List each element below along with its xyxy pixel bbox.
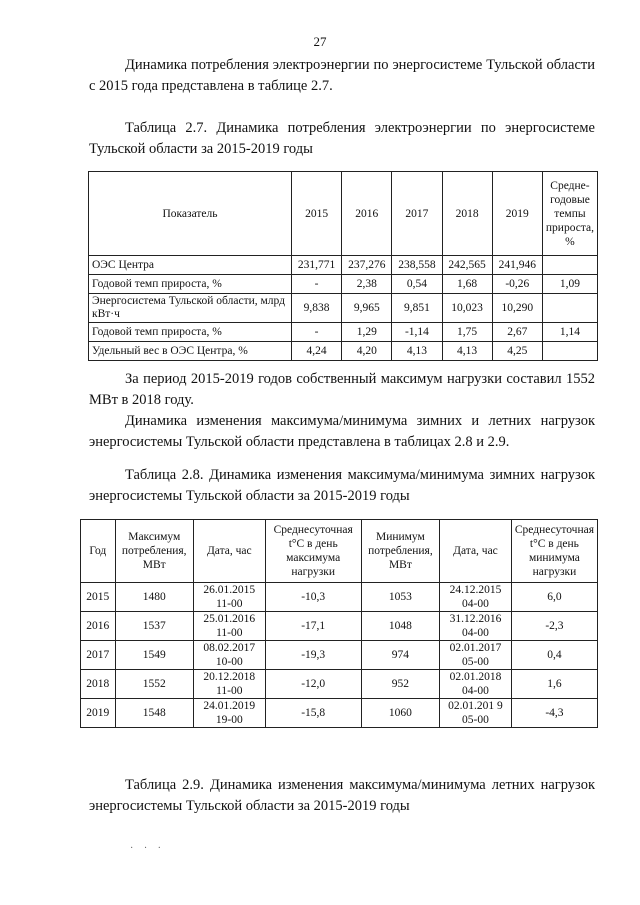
table-cell: 24.12.2015 04-00 xyxy=(440,583,512,612)
table-row xyxy=(81,670,598,699)
table-cell: 4,25 xyxy=(492,342,542,361)
table-cell: 10,290 xyxy=(492,294,542,323)
table-cell: 1,29 xyxy=(342,323,392,342)
table-cell: 1537 xyxy=(115,612,193,641)
table-cell: 237,276 xyxy=(342,256,392,275)
table-cell: 1549 xyxy=(115,641,193,670)
table-cell: 4,20 xyxy=(342,342,392,361)
table-cell: -0,26 xyxy=(492,275,542,294)
table-cell: 02.01.2018 04-00 xyxy=(440,670,512,699)
table-cell: 0,4 xyxy=(511,641,597,670)
table-cell: 1,68 xyxy=(442,275,492,294)
table-cell: 2017 xyxy=(81,641,116,670)
header-cell: Дата, час xyxy=(440,520,512,583)
table-cell: Удельный вес в ОЭС Центра, % xyxy=(89,342,292,361)
header-cell: Среднесуточная t°С в день максимума нагрузки xyxy=(265,520,361,583)
header-cell: Минимум потребления, МВт xyxy=(361,520,439,583)
table-cell: -10,3 xyxy=(265,583,361,612)
table-cell: 238,558 xyxy=(392,256,442,275)
header-cell: 2015 xyxy=(292,172,342,256)
table-cell: 1060 xyxy=(361,699,439,728)
header-cell: Среднесуточная t°С в день минимума нагрузки xyxy=(511,520,597,583)
table-cell: 2,67 xyxy=(492,323,542,342)
table-cell: - xyxy=(292,323,342,342)
header-cell: Год xyxy=(81,520,116,583)
table-cell: - xyxy=(292,275,342,294)
table-cell: -12,0 xyxy=(265,670,361,699)
table-cell: 974 xyxy=(361,641,439,670)
table-cell: 02.01.2017 05-00 xyxy=(440,641,512,670)
table-row xyxy=(89,294,598,323)
table-cell: 4,13 xyxy=(392,342,442,361)
table-row xyxy=(89,342,598,361)
table-cell: 1,75 xyxy=(442,323,492,342)
table-row xyxy=(89,323,598,342)
table-cell: 9,965 xyxy=(342,294,392,323)
header-cell: Максимум потребления, МВт xyxy=(115,520,193,583)
table-cell: -2,3 xyxy=(511,612,597,641)
header-cell: 2019 xyxy=(492,172,542,256)
table-cell: 24.01.2019 19-00 xyxy=(193,699,265,728)
table-cell: -4,3 xyxy=(511,699,597,728)
table-cell: -19,3 xyxy=(265,641,361,670)
table-cell: 952 xyxy=(361,670,439,699)
table-cell: 10,023 xyxy=(442,294,492,323)
table-cell: 08.02.2017 10-00 xyxy=(193,641,265,670)
header-cell: 2017 xyxy=(392,172,442,256)
table-cell xyxy=(542,294,597,323)
header-cell: 2016 xyxy=(342,172,392,256)
table-cell: -1,14 xyxy=(392,323,442,342)
table-cell: 1053 xyxy=(361,583,439,612)
table-cell: 242,565 xyxy=(442,256,492,275)
table-cell: 4,13 xyxy=(442,342,492,361)
table-2-8 xyxy=(80,519,598,728)
table-row xyxy=(89,275,598,294)
table-cell: 1,09 xyxy=(542,275,597,294)
table-cell: ОЭС Центра xyxy=(89,256,292,275)
table-cell: 1048 xyxy=(361,612,439,641)
table-cell: 2019 xyxy=(81,699,116,728)
table-cell: 0,54 xyxy=(392,275,442,294)
table-cell: 31.12.2016 04-00 xyxy=(440,612,512,641)
header-cell: Показатель xyxy=(89,172,292,256)
header-cell: Средне-годовые темпы прироста, % xyxy=(542,172,597,256)
header-cell: Дата, час xyxy=(193,520,265,583)
dynamics-paragraph: Динамика изменения максимума/минимума зимних и летних нагрузок энергосистемы Тульской области представлена в таблицах 2.8 и 2.9. xyxy=(89,413,595,450)
table-row xyxy=(81,699,598,728)
page-number: 27 xyxy=(313,34,327,49)
table-cell: 9,851 xyxy=(392,294,442,323)
table-cell: 2,38 xyxy=(342,275,392,294)
table-cell: 6,0 xyxy=(511,583,597,612)
max-load-paragraph: За период 2015-2019 годов собственный максимум нагрузки составил 1552 МВт в 2018 году. xyxy=(89,371,595,408)
table-cell: -17,1 xyxy=(265,612,361,641)
table-cell: -15,8 xyxy=(265,699,361,728)
table-cell: 20.12.2018 11-00 xyxy=(193,670,265,699)
table-cell: 1480 xyxy=(115,583,193,612)
table-2-7-caption: Таблица 2.7. Динамика потребления электроэнергии по энергосистеме Тульской области за 2015-2019 годы xyxy=(89,120,595,157)
table-cell: 9,838 xyxy=(292,294,342,323)
table-row xyxy=(89,256,598,275)
table-row xyxy=(81,612,598,641)
table-cell: 1,6 xyxy=(511,670,597,699)
table-cell: 1548 xyxy=(115,699,193,728)
table-row xyxy=(81,583,598,612)
table-row xyxy=(81,641,598,670)
table-cell: 1,14 xyxy=(542,323,597,342)
table-cell: 2016 xyxy=(81,612,116,641)
table-cell xyxy=(542,256,597,275)
table-cell xyxy=(542,342,597,361)
table-cell: 26.01.2015 11-00 xyxy=(193,583,265,612)
table-cell: 25.01.2016 11-00 xyxy=(193,612,265,641)
table-cell: Годовой темп прироста, % xyxy=(89,275,292,294)
table-cell: 1552 xyxy=(115,670,193,699)
table-cell: Энергосистема Тульской области, млрд кВт·ч xyxy=(89,294,292,323)
header-cell: 2018 xyxy=(442,172,492,256)
scan-specks: · · · xyxy=(130,843,165,854)
table-cell: 241,946 xyxy=(492,256,542,275)
table-2-9-caption: Таблица 2.9. Динамика изменения максимума/минимума летних нагрузок энергосистемы Тульской области за 2015-2019 годы xyxy=(89,777,595,814)
table-cell: 2018 xyxy=(81,670,116,699)
table-2-8-caption: Таблица 2.8. Динамика изменения максимума/минимума зимних нагрузок энергосистемы Тульской области за 2015-2019 годы xyxy=(89,467,595,504)
table-cell: Годовой темп прироста, % xyxy=(89,323,292,342)
table-cell: 4,24 xyxy=(292,342,342,361)
table-2-7 xyxy=(88,171,598,361)
table-cell: 2015 xyxy=(81,583,116,612)
table-cell: 231,771 xyxy=(292,256,342,275)
table-cell: 02.01.201 9 05-00 xyxy=(440,699,512,728)
intro-paragraph: Динамика потребления электроэнергии по энергосистеме Тульской области с 2015 года представлена в таблице 2.7. xyxy=(89,57,595,94)
